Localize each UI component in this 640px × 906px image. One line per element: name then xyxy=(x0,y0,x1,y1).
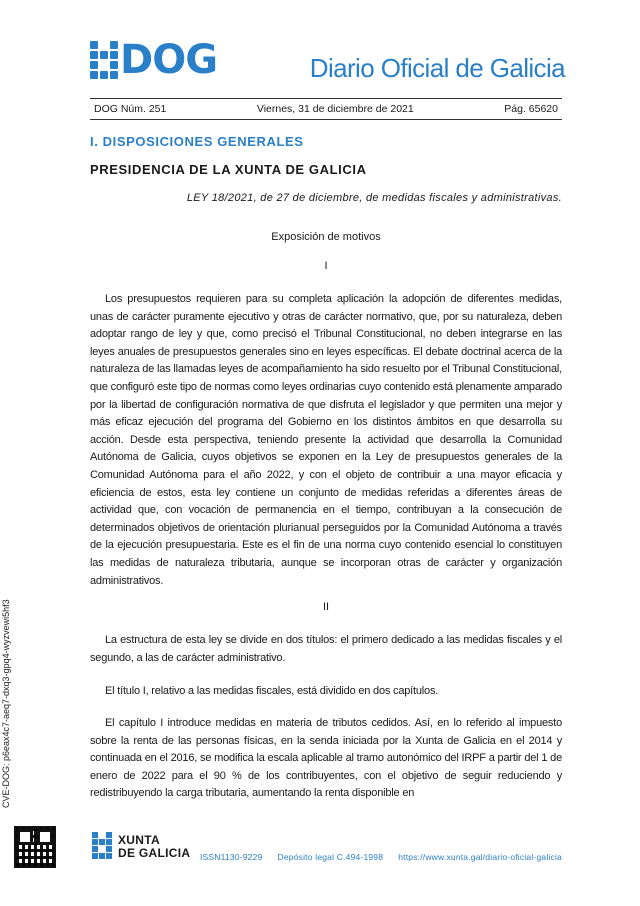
paragraph-4: El capítulo I introduce medidas en materia de tributos cedidos. Así, en lo referido al impuesto sobre la renta de las personas físicas, en la senda iniciada por la Xunta de Galicia en el 2014 y continuada en el 2016, se modifica la escala aplicable al tramo autonómico del IRPF a partir del 1 de enero de 2022 para el 90 % de los contribuyentes, con el objetivo de seguir reduciendo y redistribuyendo la carga tributaria, aumentando la renta disponible en xyxy=(90,717,562,800)
galicia-crest-icon xyxy=(90,41,116,79)
qr-code-icon[interactable] xyxy=(14,826,56,868)
journal-name: Diario Oficial de Galicia xyxy=(309,53,565,83)
footer-url-link[interactable]: https://www.xunta.gal/diario-oficial-galicia xyxy=(398,852,562,862)
organization-title: PRESIDENCIA DE LA XUNTA DE GALICIA xyxy=(90,162,367,177)
xunta-logo-text xyxy=(118,834,190,860)
dog-logo xyxy=(90,37,218,83)
cve-code: CVE-DOG: p6eax4c7-aeq7-dxq3-gpq4-wyzvewi5hf3 xyxy=(1,599,11,808)
issue-number: DOG Núm. 251 xyxy=(94,103,167,115)
xunta-logo xyxy=(92,832,190,862)
paragraph-3: El título I, relativo a las medidas fiscales, está dividido en dos capítulos. xyxy=(105,685,439,697)
law-title: LEY 18/2021, de 27 de diciembre, de medidas fiscales y administrativas. xyxy=(186,192,562,204)
xunta-line-2: DE GALICIA xyxy=(118,846,191,860)
xunta-crest-icon xyxy=(92,832,112,862)
footer-info xyxy=(200,852,562,862)
dog-logo-text: DOG xyxy=(120,37,218,83)
issn: ISSN1130-9229 xyxy=(200,852,263,862)
paragraph-2: La estructura de esta ley se divide en dos títulos: el primero dedicado a las medidas fiscales y el segundo, a las de carácter administrativo. xyxy=(90,634,562,664)
legal-deposit: Depósito legal C.494-1998 xyxy=(277,852,384,862)
section-title: I. DISPOSICIONES GENERALES xyxy=(90,134,304,149)
issue-header-bar xyxy=(90,98,562,120)
part-two-numeral: II xyxy=(322,601,330,613)
exposition-heading: Exposición de motivos xyxy=(271,231,381,243)
page-number: Pág. 65620 xyxy=(504,103,558,115)
paragraph-1: Los presupuestos requieren para su completa aplicación la adopción de diferentes medidas, unas de carácter puramente ejecutivo y otras de carácter normativo, que, por su naturaleza, deben adoptar rango de ley y que, como precisó el Tribunal Constitucional, no deben integrarse en las leyes anuales de presupuestos generales sino en leyes específicas. El debate doctrinal acerca de la naturaleza de las llamadas leyes de acompañamiento ha sido resuelto por el Tribunal Constitucional, que configuró este tipo de normas como leyes ordinarias cuyo contenido está plenamente amparado por la libertad de configuración normativa de que disfruta el legislador y que permiten una mejor y más eficaz ejecución del programa del Gobierno en los distintos ámbitos en que desarrolla su acción. Desde esta perspectiva, teniendo presente la actividad que desarrolla la Comunidad Autónoma de Galicia, cuyos objetivos se exponen en la Ley de presupuestos generales de la Comunidad Autónoma para el año 2022, y con el objeto de contribuir a una mayor eficacia y eficiencia de estos, esta ley contiene un conjunto de medidas referidas a diferentes áreas de actividad que, con vocación de permanencia en el tiempo, contribuyan a la consecución de determinados objetivos de orientación plurianual perseguidos por la Comunidad Autónoma a través de la ejecución presupuestaria. Este es el fin de una norma cuyo contenido esencial lo constituyen las medidas de naturaleza tributaria, aunque se incorporan otras de carácter y organización administrativos. xyxy=(90,293,562,587)
issue-date: Viernes, 31 de diciembre de 2021 xyxy=(256,103,414,115)
part-one-numeral: I xyxy=(324,260,328,272)
xunta-line-1: XUNTA xyxy=(118,833,160,847)
